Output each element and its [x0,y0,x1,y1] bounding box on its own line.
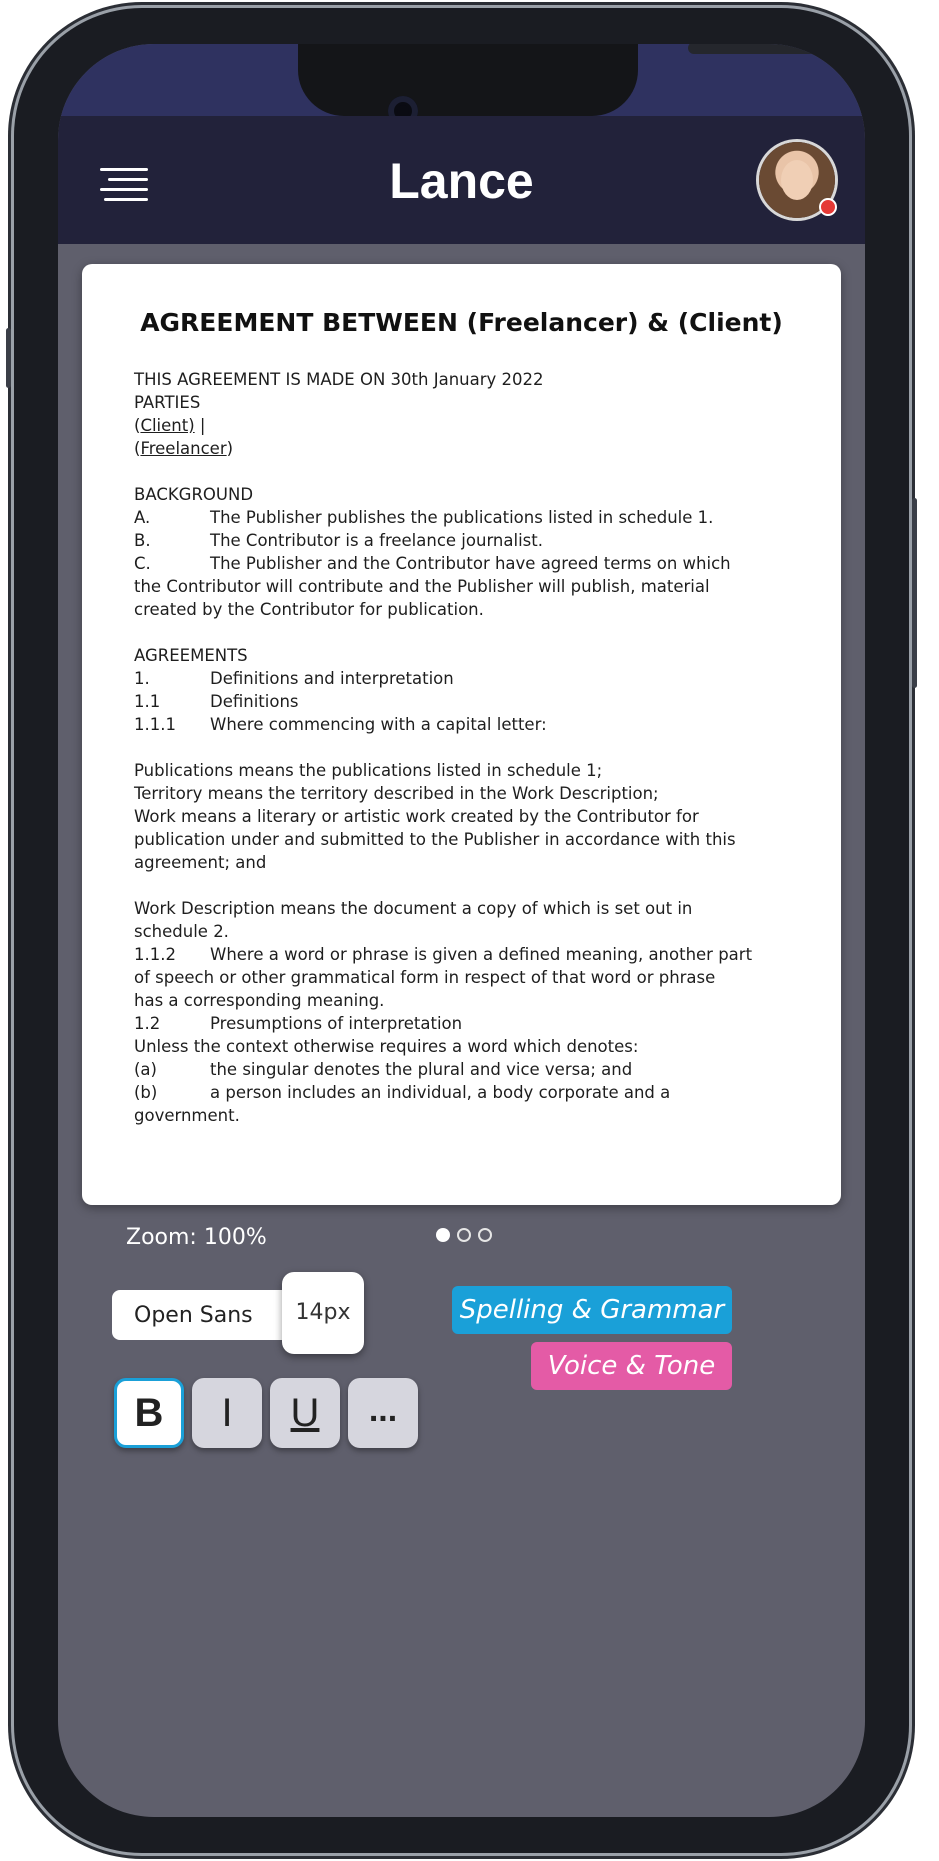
doc-line: of speech or other grammatical form in respect of that word or phrase [134,968,716,987]
underline-button[interactable]: U [270,1378,340,1448]
doc-line-party-client: (Client) | [134,416,206,435]
page-dot-1[interactable] [436,1228,450,1242]
doc-line: (a) the singular denotes the plural and vice versa; and [134,1060,633,1079]
doc-line: agreement; and [134,853,267,872]
notification-dot [819,198,837,216]
doc-line: 1. Definitions and interpretation [134,669,454,688]
doc-line: government. [134,1106,240,1125]
doc-line: (b) a person includes an individual, a body corporate and a [134,1083,671,1102]
doc-line: has a corresponding meaning. [134,991,385,1010]
side-button-right [912,498,917,688]
text-cursor: | [194,416,206,435]
doc-line: PARTIES [134,393,201,412]
zoom-label[interactable]: Zoom: 100% [126,1225,267,1250]
speaker-slot [688,44,828,54]
font-family-value: Open Sans [134,1303,253,1328]
app-title: Lance [389,153,534,209]
doc-line: Work means a literary or artistic work created by the Contributor for [134,807,699,826]
spelling-grammar-button[interactable]: Spelling & Grammar [452,1286,732,1334]
doc-line: schedule 2. [134,922,229,941]
more-options-button[interactable]: ... [348,1378,418,1448]
bold-button[interactable]: B [114,1378,184,1448]
document-page[interactable] [82,264,841,1205]
doc-line: A. The Publisher publishes the publications listed in schedule 1. [134,508,714,527]
phone-frame [14,8,909,1853]
doc-line: Publications means the publications listed in schedule 1; [134,761,603,780]
document-body[interactable] [134,368,794,1127]
document-title: AGREEMENT BETWEEN (Freelancer) & (Client) [140,308,783,337]
doc-line: 1.1.2 Where a word or phrase is given a defined meaning, another part [134,945,753,964]
freelancer-placeholder[interactable]: Freelancer [140,439,227,458]
doc-line: created by the Contributor for publication. [134,600,484,619]
avatar-face [781,160,813,200]
doc-line: C. The Publisher and the Contributor have agreed terms on which [134,554,731,573]
blank-line [134,736,794,759]
doc-line: THIS AGREEMENT IS MADE ON 30th January 2022 [134,370,544,389]
doc-line: publication under and submitted to the Publisher in accordance with this [134,830,736,849]
doc-line: AGREEMENTS [134,646,248,665]
blank-line [134,621,794,644]
phone-screen [58,44,865,1817]
page-dot-3[interactable] [478,1228,492,1242]
doc-line: Unless the context otherwise requires a word which denotes: [134,1037,639,1056]
notch [298,44,638,116]
doc-line: Territory means the territory described in the Work Description; [134,784,659,803]
font-size-select[interactable]: 14px [282,1272,364,1354]
doc-line: Work Description means the document a copy of which is set out in [134,899,693,918]
side-button-left [6,328,11,388]
doc-line: 1.2 Presumptions of interpretation [134,1014,463,1033]
page-indicator [436,1228,506,1244]
doc-line-party-freelancer: (Freelancer) [134,439,234,458]
blank-line [134,874,794,897]
page-dot-2[interactable] [457,1228,471,1242]
app-header [58,116,865,244]
client-placeholder[interactable]: Client) [140,416,195,435]
voice-tone-button[interactable]: Voice & Tone [531,1342,732,1390]
doc-line: 1.1 Definitions [134,692,299,711]
blank-line [134,460,794,483]
italic-button[interactable]: I [192,1378,262,1448]
doc-line: the Contributor will contribute and the Publisher will publish, material [134,577,710,596]
doc-line: 1.1.1 Where commencing with a capital letter: [134,715,547,734]
doc-line: B. The Contributor is a freelance journalist. [134,531,543,550]
user-avatar[interactable] [759,142,835,218]
doc-line: BACKGROUND [134,485,254,504]
